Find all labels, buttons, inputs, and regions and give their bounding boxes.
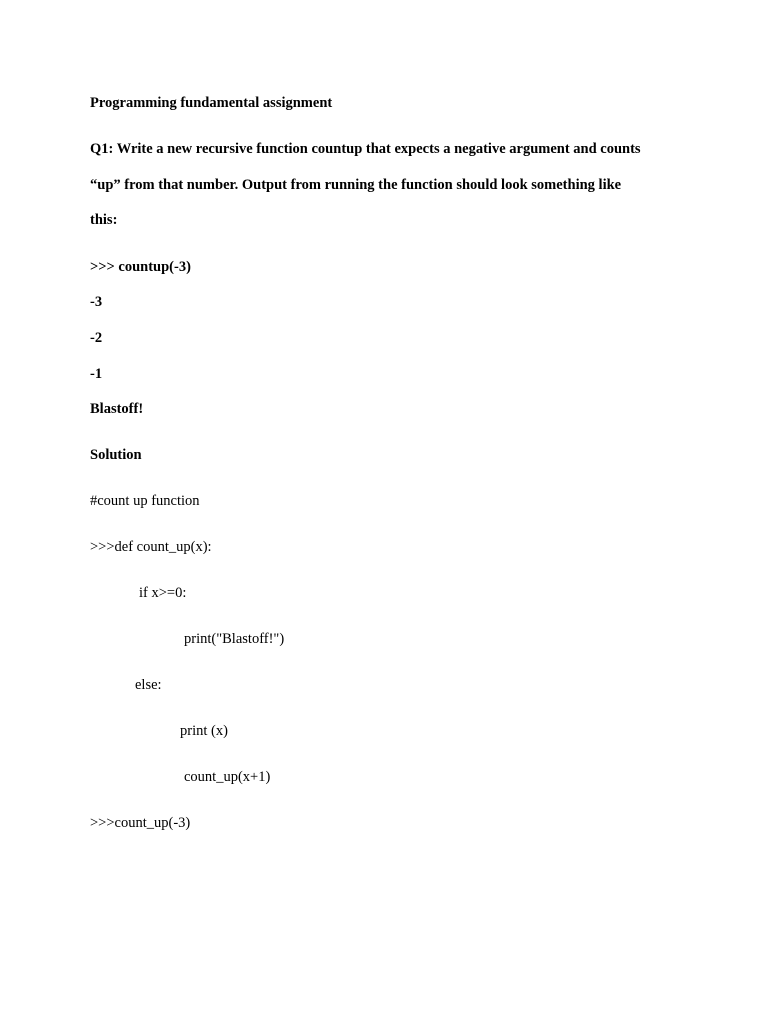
code-print-x: print (x): [180, 723, 228, 739]
code-invoke: >>>count_up(-3): [90, 815, 191, 831]
example-output-2: -2: [90, 330, 103, 346]
example-output-3: -1: [90, 366, 103, 382]
code-if-line: if x>=0:: [139, 585, 187, 601]
document-title: Programming fundamental assignment: [90, 95, 333, 111]
example-output-4: Blastoff!: [90, 401, 144, 417]
code-comment: #count up function: [90, 493, 200, 509]
code-else-line: else:: [135, 677, 162, 693]
question-line-1: Q1: Write a new recursive function countup that expects a negative argument and counts: [90, 141, 641, 157]
example-output-1: -3: [90, 294, 103, 310]
code-print-blastoff: print("Blastoff!"): [184, 631, 285, 647]
question-line-2: “up” from that number. Output from running the function should look something like: [90, 177, 622, 193]
code-def-line: >>>def count_up(x):: [90, 539, 212, 555]
example-call: >>> countup(-3): [90, 259, 191, 275]
code-recursive-call: count_up(x+1): [184, 769, 271, 785]
question-line-3: this:: [90, 212, 118, 228]
solution-heading: Solution: [90, 447, 142, 463]
